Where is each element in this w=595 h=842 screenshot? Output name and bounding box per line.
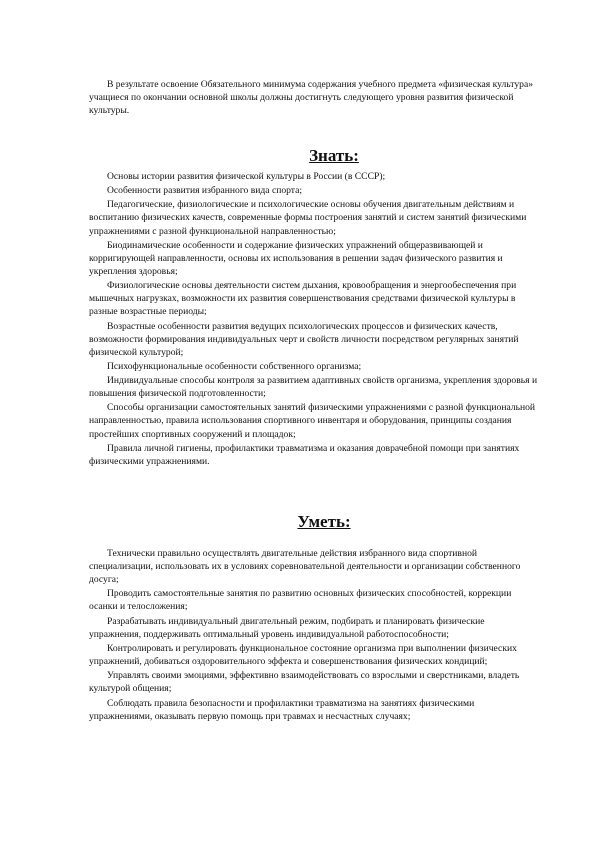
able-heading: Уметь: (297, 512, 351, 531)
know-item: Правила личной гигиены, профилактики травматизма и оказания доврачебной помощи при занятиях физическими упражнениями. (89, 442, 520, 467)
intro-block (89, 78, 539, 117)
know-list (89, 170, 539, 469)
know-item: Способы организации самостоятельных занятий физическими упражнениями с разной функциональной направленностью, правила использования спортивного инвентаря и оборудования, принципы создания простейших спортивных сооружений и площадок; (89, 402, 536, 440)
know-item: Педагогические, физиологические и психологические основы обучения двигательным действиям и воспитанию физических качеств, современные формы построения занятий и систем занятий физическими упражнениями с разной функциональной направленностью; (89, 199, 527, 237)
know-item: Психофункциональные особенности собственного организма; (107, 360, 362, 372)
able-item: Проводить самостоятельные занятия по развитию основных физических способностей, коррекции осанки и телосложения; (89, 588, 512, 613)
able-item: Соблюдать правила безопасности и профилактики травматизма на занятиях физическими упражнениями, оказывать первую помощь при травмах и несчастных случаях; (89, 697, 475, 722)
know-heading: Знать: (309, 146, 359, 165)
intro-paragraph: В результате освоение Обязательного минимума содержания учебного предмета «физическая культура» учащиеся по окончании основной школы должны достигнуть следующего уровня развития физической культуры. (89, 79, 534, 117)
able-item: Управлять своими эмоциями, эффективно взаимодействовать со взрослыми и сверстниками, владеть культурой общения; (89, 670, 520, 695)
able-item: Разрабатывать индивидуальный двигательный режим, подбирать и планировать физические упражнения, поддерживать оптимальный уровень индивидуальной работоспособности; (89, 615, 485, 640)
know-item: Физиологические основы деятельности систем дыхания, кровообращения и энергообеспечения при мышечных нагрузках, возможности их развития совершенствования средствами физической культуры в разные возрастные периоды; (89, 280, 517, 318)
know-item: Возрастные особенности развития ведущих психологических процессов и физических качеств, возможности формирования индивидуальных черт и свойств личности посредством регулярных занятий физической культурой; (89, 320, 519, 358)
able-item: Технически правильно осуществлять двигательные действия избранного вида спортивной специализации, использовать их в условиях соревновательной деятельности и организации собственного досуга; (89, 548, 521, 586)
know-item: Особенности развития избранного вида спорта; (107, 185, 303, 197)
know-item: Индивидуальные способы контроля за развитием адаптивных свойств организма, укрепления здоровья и повышения физической подготовленности; (89, 375, 538, 400)
know-item: Основы истории развития физической культуры в России (в СССР); (107, 171, 386, 182)
able-item: Контролировать и регулировать функциональное состояние организма при выполнении физических упражнений, добиваться оздоровительного эффекта и совершенствования физических кондиций; (89, 642, 517, 668)
able-list (89, 547, 539, 724)
know-item: Биодинамические особенности и содержание физических упражнений общеразвивающей и корригирующей направленности, основы их использования в решении задач физического развития и укрепления здоровья; (89, 239, 503, 277)
